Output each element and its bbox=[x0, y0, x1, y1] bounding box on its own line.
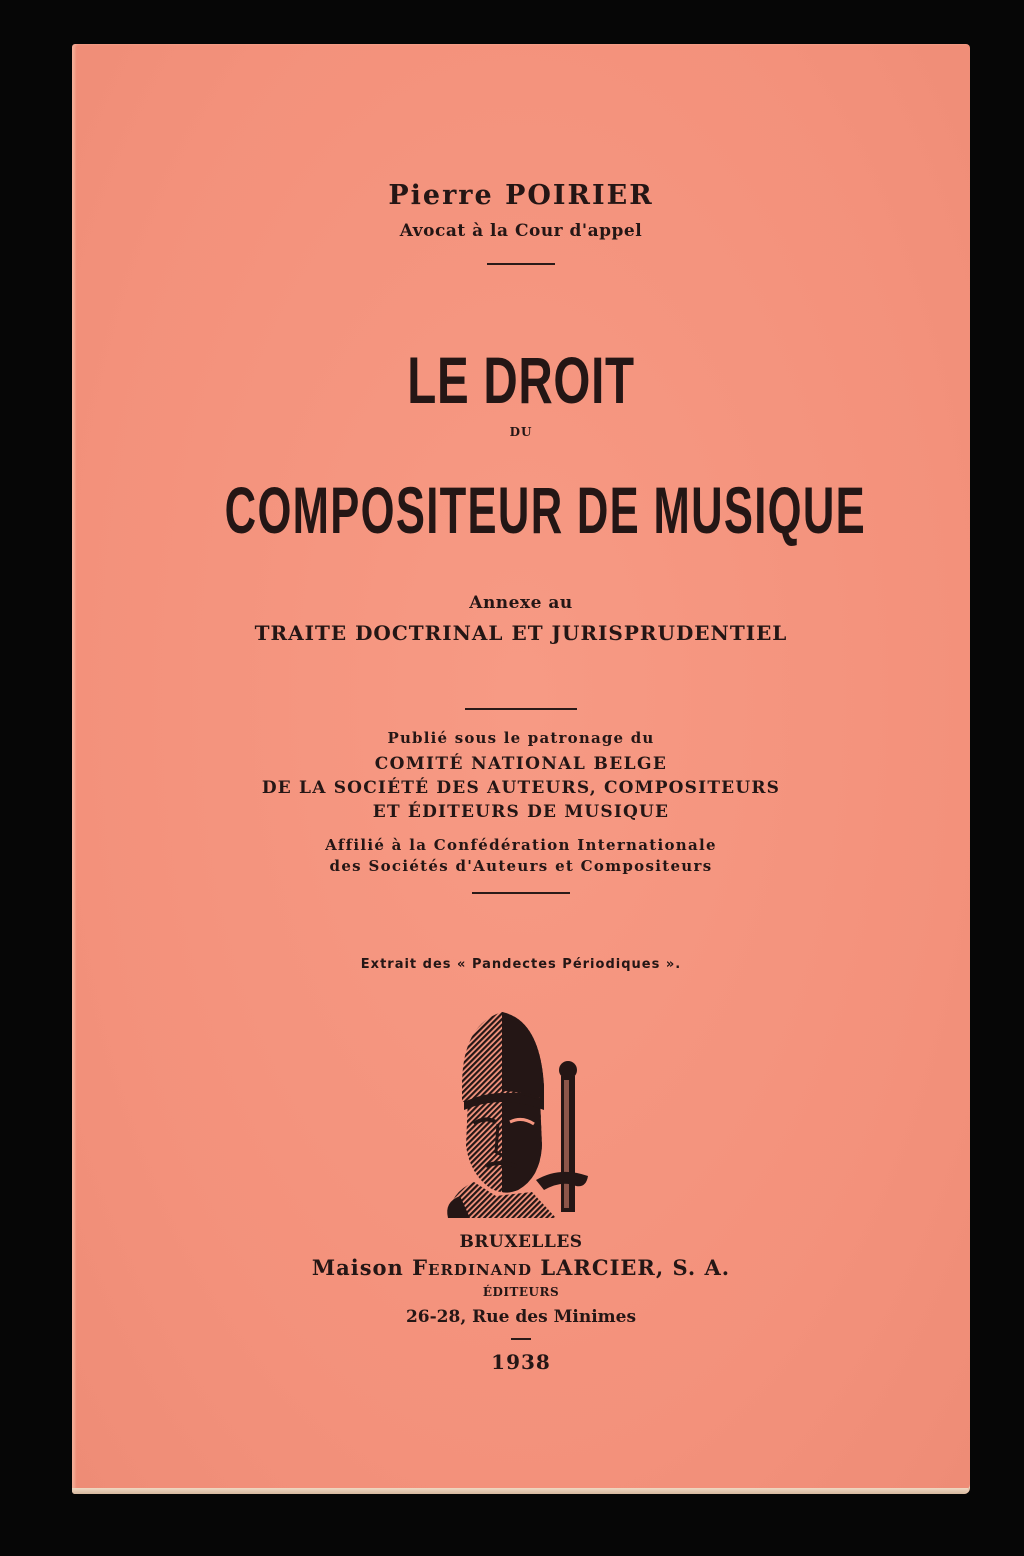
divider bbox=[472, 892, 570, 894]
patronage-org-line-3: ET ÉDITEURS DE MUSIQUE bbox=[372, 802, 670, 822]
patronage-org-line-1: COMITÉ NATIONAL BELGE bbox=[374, 754, 668, 774]
imprint-publisher bbox=[72, 1255, 970, 1280]
subtitle-intro: Annexe au bbox=[469, 593, 573, 613]
imprint-city: BRUXELLES bbox=[459, 1232, 583, 1252]
affiliation-line-2: des Sociétés d'Auteurs et Compositeurs bbox=[329, 857, 713, 875]
title-connector: DU bbox=[509, 425, 533, 439]
helmeted-warrior-with-sword-icon bbox=[440, 1006, 590, 1218]
publication-year: 1938 bbox=[491, 1350, 551, 1374]
imprint-address: 26-28, Rue des Minimes bbox=[405, 1307, 637, 1327]
patronage-intro: Publié sous le patronage du bbox=[387, 729, 655, 747]
publisher-first-name: Ferdinand bbox=[412, 1255, 533, 1280]
divider bbox=[465, 708, 577, 710]
title-line-2: COMPOSITEUR DE MUSIQUE bbox=[224, 473, 867, 547]
publisher-last-name: LARCIER, S. A. bbox=[540, 1255, 731, 1280]
patronage-org-line-2: DE LA SOCIÉTÉ DES AUTEURS, COMPOSITEURS bbox=[261, 778, 781, 798]
book-cover bbox=[72, 44, 970, 1494]
title-line-1: LE DROIT bbox=[407, 343, 635, 417]
subtitle-work: TRAITE DOCTRINAL ET JURISPRUDENTIEL bbox=[254, 621, 788, 645]
page-edge bbox=[72, 1488, 968, 1494]
author-name: Pierre POIRIER bbox=[388, 180, 654, 211]
author-role: Avocat à la Cour d'appel bbox=[399, 221, 643, 241]
divider bbox=[511, 1338, 531, 1340]
publisher-prefix: Maison bbox=[311, 1255, 404, 1280]
extract-note: Extrait des « Pandectes Périodiques ». bbox=[360, 957, 682, 972]
divider bbox=[487, 263, 555, 265]
imprint-role: ÉDITEURS bbox=[482, 1285, 560, 1299]
affiliation-line-1: Affilié à la Confédération Internationale bbox=[325, 836, 717, 854]
